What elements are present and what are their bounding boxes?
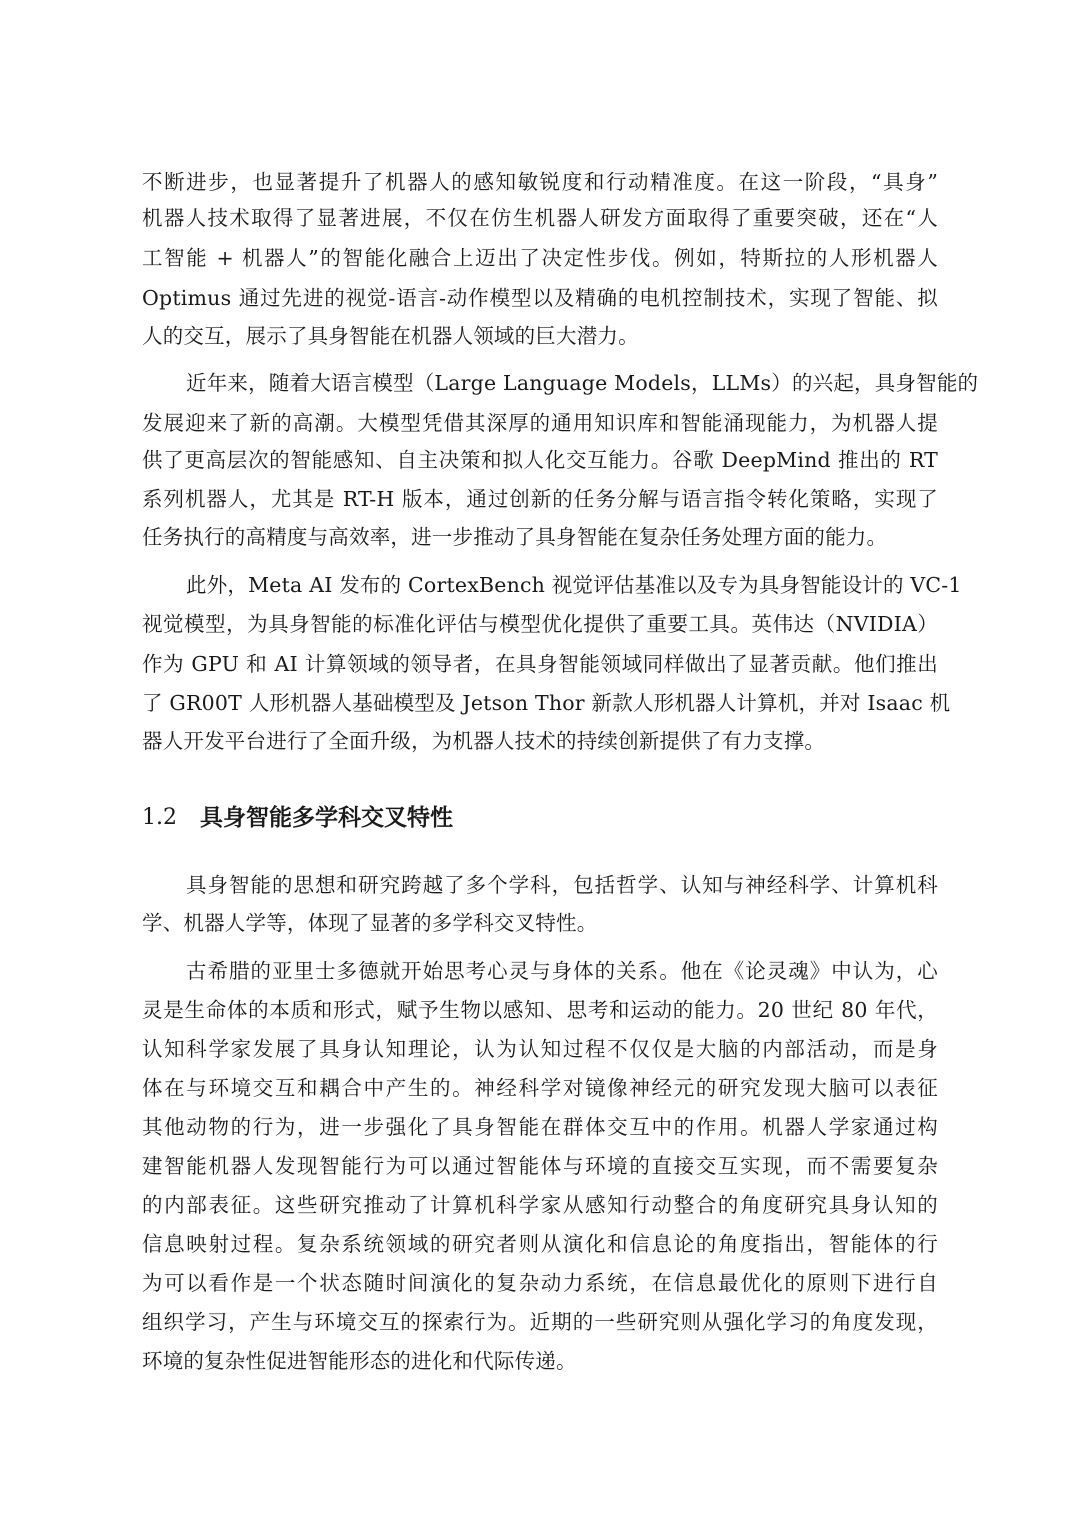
text-line: 器人开发平台进行了全面升级，为机器人技术的持续创新提供了有力支撑。 <box>142 729 826 753</box>
text-line: 不断进步，也显著提升了机器人的感知敏锐度和行动精准度。在这一阶段，“具身” <box>142 170 938 194</box>
section-number: 1.2 <box>142 805 177 830</box>
text-line: 视觉模型，为具身智能的标准化评估与模型优化提供了重要工具。英伟达（NVIDIA） <box>142 612 938 636</box>
text-line: 其他动物的行为，进一步强化了具身智能在群体交互中的作用。机器人学家通过构 <box>142 1115 938 1139</box>
section-title: 具身智能多学科交叉特性 <box>200 805 453 831</box>
text-line: 近年来，随着大语言模型（Large Language Models，LLMs）的兴起，具身智能的 <box>186 371 979 395</box>
text-line: 发展迎来了新的高潮。大模型凭借其深厚的通用知识库和智能涌现能力，为机器人提 <box>142 411 938 435</box>
text-line: 建智能机器人发现智能行为可以通过智能体与环境的直接交互实现，而不需要复杂 <box>142 1154 938 1178</box>
text-line: 为可以看作是一个状态随时间演化的复杂动力系统，在信息最优化的原则下进行自 <box>142 1271 938 1295</box>
text-line: 了 GR00T 人形机器人基础模型及 Jetson Thor 新款人形机器人计算机，并对 Isaac 机 <box>142 691 951 715</box>
text-line: 灵是生命体的本质和形式，赋予生物以感知、思考和运动的能力。20 世纪 80 年代， <box>142 998 938 1022</box>
text-line: 人的交互，展示了具身智能在机器人领域的巨大潜力。 <box>142 324 639 348</box>
text-line: 系列机器人，尤其是 RT-H 版本，通过创新的任务分解与语言指令转化策略，实现了 <box>142 487 938 511</box>
text-line: 工智能 + 机器人”的智能化融合上迈出了决定性步伐。例如，特斯拉的人形机器人 <box>142 246 938 270</box>
section-heading <box>142 798 453 838</box>
text-line: 学、机器人学等，体现了显著的多学科交叉特性。 <box>142 911 598 935</box>
text-line: 机器人技术取得了显著进展，不仅在仿生机器人研发方面取得了重要突破，还在“人 <box>142 206 938 230</box>
text-line: 信息映射过程。复杂系统领域的研究者则从演化和信息论的角度指出，智能体的行 <box>142 1232 938 1256</box>
text-line: 古希腊的亚里士多德就开始思考心灵与身体的关系。他在《论灵魂》中认为，心 <box>186 959 938 983</box>
text-line: 具身智能的思想和研究跨越了多个学科，包括哲学、认知与神经科学、计算机科 <box>186 873 938 897</box>
text-line: 任务执行的高精度与高效率，进一步推动了具身智能在复杂任务处理方面的能力。 <box>142 525 888 549</box>
text-line: 供了更高层次的智能感知、自主决策和拟人化交互能力。谷歌 DeepMind 推出的 RT <box>142 448 938 472</box>
text-line: 认知科学家发展了具身认知理论，认为认知过程不仅仅是大脑的内部活动，而是身 <box>142 1037 938 1061</box>
text-line: 组织学习，产生与环境交互的探索行为。近期的一些研究则从强化学习的角度发现， <box>142 1310 938 1334</box>
text-line: Optimus 通过先进的视觉-语言-动作模型以及精确的电机控制技术，实现了智能、拟 <box>142 286 938 310</box>
text-line: 作为 GPU 和 AI 计算领域的领导者，在具身智能领域同样做出了显著贡献。他们推出 <box>142 652 938 676</box>
text-line: 环境的复杂性促进智能形态的进化和代际传递。 <box>142 1349 577 1373</box>
text-line: 的内部表征。这些研究推动了计算机科学家从感知行动整合的角度研究具身认知的 <box>142 1193 938 1217</box>
text-line: 体在与环境交互和耦合中产生的。神经科学对镜像神经元的研究发现大脑可以表征 <box>142 1076 938 1100</box>
text-line: 此外，Meta AI 发布的 CortexBench 视觉评估基准以及专为具身智能设计的 VC-1 <box>186 573 962 597</box>
